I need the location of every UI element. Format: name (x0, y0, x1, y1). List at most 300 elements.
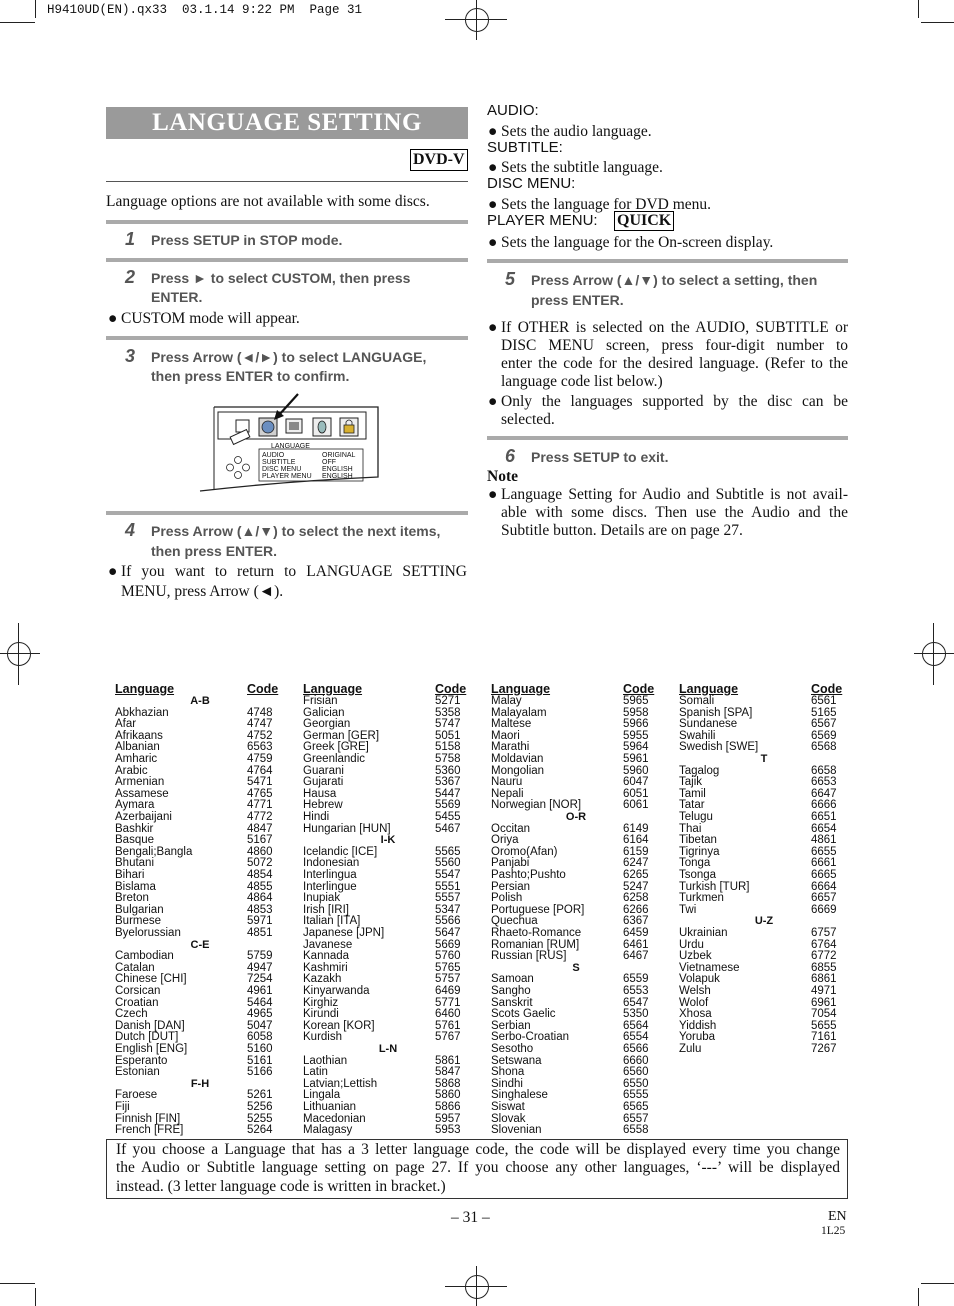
language-name: Byelorussian (115, 927, 181, 939)
language-name: Basque (115, 834, 155, 847)
language-header: Language (679, 682, 739, 696)
step-3-line2: then press ENTER to confirm. (151, 368, 350, 384)
language-code: 6657 (811, 892, 837, 905)
step-2-line1: Press ► to select CUSTOM, then press (151, 270, 411, 286)
quick-badge: QUICK (614, 211, 674, 231)
language-code: 5566 (435, 915, 461, 928)
language-code: 5861 (435, 1054, 461, 1067)
language-name: Romanian [RUM] (491, 938, 580, 951)
language-code: 6665 (811, 869, 837, 881)
screen-row-subtitle-value: OFF (322, 459, 336, 466)
globe-icon (262, 421, 274, 433)
language-code: 7161 (811, 1031, 837, 1044)
language-name: Norwegian [NOR] (491, 799, 582, 812)
language-name: Finnish [FIN] (115, 1112, 181, 1125)
page-title: LANGUAGE SETTING (106, 107, 468, 139)
language-name: Bihari (115, 869, 145, 881)
disc-menu-heading: DISC MENU: (487, 175, 576, 192)
language-name: Kashmiri (303, 961, 348, 974)
language-name: Greenlandic (303, 753, 366, 765)
language-code: 5347 (435, 903, 461, 916)
language-name: Marathi (491, 741, 530, 754)
language-code: 6861 (811, 973, 837, 986)
language-name: Somali (679, 695, 715, 707)
language-code: 6469 (435, 985, 461, 997)
file-header: H9410UD(EN).qx33 03.1.14 9:22 PM Page 31 (47, 3, 363, 17)
language-name: Javanese (303, 938, 353, 951)
language-code: 5256 (247, 1101, 273, 1113)
tv-icon (230, 420, 250, 444)
language-code: 4752 (247, 729, 273, 742)
language-name: Wolof (679, 996, 709, 1009)
language-name: Assamese (115, 787, 169, 800)
language-code: 6566 (623, 1043, 649, 1055)
language-name: Interlingua (303, 869, 357, 881)
language-name: Tsonga (679, 869, 717, 881)
language-code: 4772 (247, 811, 273, 823)
language-code: 6051 (623, 787, 649, 800)
language-name: Corsican (115, 985, 161, 997)
language-name: Galician (303, 706, 345, 719)
language-name: Uzbek (679, 950, 712, 963)
language-code: 6567 (811, 718, 837, 731)
language-code: 5964 (623, 741, 649, 754)
language-name: Oromo(Afan) (491, 845, 558, 858)
language-name: Fiji (115, 1101, 130, 1113)
step-2-line2: ENTER. (151, 289, 203, 305)
language-name: Macedonian (303, 1112, 366, 1125)
code-header: Code (623, 682, 655, 696)
screen-row-disc-label: DISC MENU (262, 466, 302, 473)
language-name: Xhosa (679, 1008, 712, 1021)
language-name: Urdu (679, 938, 704, 951)
language-name: Singhalese (491, 1089, 548, 1102)
language-name: Bashkir (115, 822, 154, 835)
language-name: Hungarian [HUN] (303, 822, 391, 835)
language-name: Occitan (491, 822, 530, 835)
language-name: Kannada (303, 950, 350, 963)
language-name: Turkmen (679, 892, 724, 905)
language-code: 6855 (811, 961, 837, 974)
language-code: 6459 (623, 927, 649, 939)
language-code: 4971 (811, 985, 837, 997)
section-heading: C-E (190, 938, 210, 951)
language-code: 5160 (247, 1043, 273, 1055)
language-name: Malayalam (491, 706, 547, 719)
language-name: French [FRE] (115, 1124, 184, 1137)
other-bullet-line2: DISC MENU screen, press four-digit number to (501, 337, 848, 354)
language-name: Inupiak (303, 892, 341, 905)
language-code: 5868 (435, 1077, 461, 1090)
language-name: Abkhazian (115, 706, 169, 719)
language-code: 6547 (623, 996, 649, 1009)
language-name: Catalan (115, 961, 155, 974)
section-heading: S (572, 961, 580, 974)
step-6-text: Press SETUP to exit. (531, 449, 669, 465)
language-code: 5166 (247, 1066, 273, 1079)
language-code: 5360 (435, 764, 461, 777)
language-code: 5757 (435, 973, 461, 986)
language-code: 5247 (623, 880, 649, 893)
language-name: Thai (679, 822, 702, 835)
language-code: 5957 (435, 1112, 461, 1125)
language-code: 6559 (623, 973, 649, 986)
language-name: Azerbaijani (115, 811, 172, 823)
language-code: 5051 (435, 729, 461, 742)
note-heading: Note (487, 468, 518, 485)
language-name: Icelandic [ICE] (303, 845, 378, 858)
language-name: Sundanese (679, 718, 738, 731)
language-code: 6565 (623, 1101, 649, 1113)
language-name: Scots Gaelic (491, 1008, 556, 1021)
step-4-line2: then press ENTER. (151, 543, 278, 559)
footnote-text (116, 1141, 840, 1196)
language-code: 4860 (247, 845, 273, 858)
intro-text: Language options are not available with some discs. (106, 193, 430, 210)
language-code: 5557 (435, 892, 461, 905)
language-name: Welsh (679, 985, 711, 997)
language-code: 4864 (247, 892, 273, 905)
bullet-dot: ● (108, 563, 118, 580)
language-code: 6265 (623, 869, 649, 881)
language-name: Tajik (679, 776, 703, 789)
language-code: 6164 (623, 834, 649, 847)
language-name: Spanish [SPA] (679, 706, 753, 719)
language-code: 5647 (435, 927, 461, 939)
other-bullet-line1: If OTHER is selected on the AUDIO, SUBTITLE or (501, 319, 848, 336)
language-name: Tigrinya (679, 845, 720, 858)
language-name: Sanskrit (491, 996, 533, 1009)
language-name: Greek [GRE] (303, 741, 369, 754)
supported-bullet-line1: Only the languages supported by the disc can be (501, 393, 848, 410)
language-code: 4961 (247, 985, 273, 997)
dpad-icon (227, 457, 250, 479)
language-name: Estonian (115, 1066, 160, 1079)
language-code: 5669 (435, 938, 461, 951)
language-name: Oriya (491, 834, 519, 847)
section-heading: I-K (380, 834, 396, 847)
language-name: Laothian (303, 1054, 348, 1067)
language-code: 4771 (247, 799, 273, 812)
language-name: Samoan (491, 973, 534, 986)
language-code: 5471 (247, 776, 273, 789)
language-name: Esperanto (115, 1054, 168, 1067)
language-mark: EN (828, 1209, 847, 1224)
step-2-bullet: CUSTOM mode will appear. (121, 310, 300, 327)
language-code: 6555 (623, 1089, 649, 1102)
language-name: Yoruba (679, 1031, 716, 1044)
language-name: Nauru (491, 776, 523, 789)
language-code: 6666 (811, 799, 837, 812)
language-code: 6461 (623, 938, 649, 951)
language-code: 4861 (811, 834, 837, 847)
language-code: 6467 (623, 950, 649, 963)
language-name: Kirundi (303, 1008, 339, 1021)
crop-mark (921, 22, 954, 23)
language-name: Italian [ITA] (303, 915, 361, 928)
language-code: 5167 (247, 834, 273, 847)
note-line2: able with some discs. Then use the Audio and the (501, 504, 848, 521)
language-name: Kazakh (303, 973, 342, 986)
step-4-bullet-line1: If you want to return to LANGUAGE SETTING (121, 563, 467, 580)
language-code: 6655 (811, 845, 837, 858)
step-1-number: 1 (125, 229, 136, 249)
language-name: Serbian (491, 1019, 531, 1032)
language-code: 5966 (623, 718, 649, 731)
language-code: 4759 (247, 753, 273, 765)
page-number: – 31 – (451, 1209, 490, 1226)
subtitle-heading: SUBTITLE: (487, 139, 563, 156)
language-code: 5759 (247, 950, 273, 963)
language-code: 6764 (811, 938, 837, 951)
dvd-v-badge: DVD-V (410, 149, 468, 171)
step-4-line1: Press Arrow (▲/▼) to select the next items, (151, 523, 441, 539)
language-code: 5350 (623, 1008, 649, 1021)
language-name: Russian [RUS] (491, 950, 567, 963)
crop-mark (35, 1288, 36, 1306)
language-name: Afar (115, 718, 137, 731)
language-code: 5447 (435, 787, 461, 800)
language-name: Chinese [CHI] (115, 973, 187, 986)
language-name: Kirghiz (303, 996, 339, 1009)
language-name: Persian (491, 880, 530, 893)
code-header: Code (247, 682, 279, 696)
section-heading: T (760, 753, 768, 765)
language-code: 5958 (623, 706, 649, 719)
code-header: Code (811, 682, 843, 696)
language-code: 6149 (623, 822, 649, 835)
language-name: Lithuanian (303, 1101, 357, 1113)
language-name: Nepali (491, 787, 524, 800)
language-code: 5953 (435, 1124, 461, 1137)
language-name: Breton (115, 892, 149, 905)
language-name: Czech (115, 1008, 148, 1021)
section-heading: F-H (190, 1077, 210, 1090)
language-name: Telugu (679, 811, 713, 823)
language-name: Kinyarwanda (303, 985, 370, 997)
language-code: 5747 (435, 718, 461, 731)
language-name: Shona (491, 1066, 525, 1079)
screen-row-player-label: PLAYER MENU (262, 473, 312, 480)
language-code: 4853 (247, 903, 273, 916)
language-code: 6669 (811, 903, 837, 916)
language-name: Amharic (115, 753, 158, 765)
language-name: Bengali;Bangla (115, 845, 193, 858)
footnote-line3: instead. (3 letter language code is written in bracket.) (116, 1177, 446, 1195)
language-header: Language (115, 682, 175, 696)
language-name: Guarani (303, 764, 344, 777)
language-code: 6266 (623, 903, 649, 916)
language-name: Korean [KOR] (303, 1019, 375, 1032)
language-code: 5161 (247, 1054, 273, 1067)
language-code: 6561 (811, 695, 837, 707)
crop-mark (35, 0, 36, 18)
language-code: 5158 (435, 741, 461, 754)
language-code: 6554 (623, 1031, 649, 1044)
language-name: Latin (303, 1066, 328, 1079)
language-code: 5467 (435, 822, 461, 835)
footnote-line1: If you choose a Language that has a 3 letter language code, the code will be displayed every time you change (116, 1141, 840, 1158)
language-code: 5760 (435, 950, 461, 963)
language-name: Setswana (491, 1054, 542, 1067)
language-code: 5965 (623, 695, 649, 707)
language-name: Serbo-Croatian (491, 1031, 569, 1044)
language-name: Sesotho (491, 1043, 534, 1055)
language-code: 6654 (811, 822, 837, 835)
language-code: 6661 (811, 857, 837, 870)
language-code: 5771 (435, 996, 461, 1009)
step-6-number: 6 (505, 446, 516, 466)
language-code: 6658 (811, 764, 837, 777)
language-name: Swedish [SWE] (679, 741, 759, 754)
language-name: Siswat (491, 1101, 525, 1113)
language-name: Tonga (679, 857, 711, 870)
language-name: Hindi (303, 811, 330, 823)
crop-mark (0, 22, 35, 23)
language-name: Lingala (303, 1089, 341, 1102)
language-name: Georgian (303, 718, 351, 731)
language-code: 7054 (811, 1008, 837, 1021)
language-header: Language (303, 682, 363, 696)
screen-row-disc-value: ENGLISH (322, 466, 353, 473)
language-code: 4747 (247, 718, 273, 731)
language-name: Hebrew (303, 799, 343, 812)
language-name: German [GER] (303, 729, 380, 742)
language-name: Arabic (115, 764, 148, 777)
screen-row-subtitle-label: SUBTITLE (262, 459, 296, 466)
language-code: 6047 (623, 776, 649, 789)
footnote-line2: the Audio or Subtitle language setting on page 27. If you choose any other languages, ‘---’ will be displayed (116, 1159, 840, 1177)
language-code: 4765 (247, 787, 273, 800)
language-code: 4847 (247, 822, 273, 835)
language-code: 5866 (435, 1101, 461, 1113)
language-name: Turkish [TUR] (679, 880, 750, 893)
language-name: Zulu (679, 1043, 702, 1055)
language-code: 6258 (623, 892, 649, 905)
language-name: Albanian (115, 741, 160, 754)
language-name: Kurdish (303, 1031, 342, 1044)
language-code: 6061 (623, 799, 649, 812)
language-name: Interlingue (303, 880, 357, 893)
language-code: 5271 (435, 695, 461, 707)
language-code: 4764 (247, 764, 273, 777)
language-code: 5847 (435, 1066, 461, 1079)
language-name: Croatian (115, 996, 159, 1009)
language-code: 6550 (623, 1077, 649, 1090)
subtitle-desc: Sets the subtitle language. (501, 159, 663, 176)
screen-row-audio-value: ORIGINAL (322, 452, 356, 459)
language-name: Twi (679, 903, 697, 916)
language-code: 5165 (811, 706, 837, 719)
section-heading: U-Z (754, 915, 774, 928)
language-name: Faroese (115, 1089, 158, 1102)
language-code: 5367 (435, 776, 461, 789)
player-menu-desc: Sets the language for the On-screen display. (501, 234, 774, 251)
language-name: Slovenian (491, 1124, 542, 1137)
language-code: 5765 (435, 961, 461, 974)
language-name: Maltese (491, 718, 532, 731)
language-code: 5767 (435, 1031, 461, 1044)
language-code: 5569 (435, 799, 461, 812)
language-code: 6664 (811, 880, 837, 893)
language-name: Sangho (491, 985, 531, 997)
language-name: Yiddish (679, 1019, 717, 1032)
language-code: 5758 (435, 753, 461, 765)
step-3-number: 3 (125, 346, 136, 366)
language-name: Indonesian (303, 857, 360, 870)
language-code: 5565 (435, 845, 461, 858)
language-code: 5455 (435, 811, 461, 823)
other-bullet-line4: language code list below.) (501, 373, 663, 390)
language-name: Tagalog (679, 764, 720, 777)
language-code: 6367 (623, 915, 649, 928)
section-heading: O-R (565, 811, 587, 823)
language-code: 6558 (623, 1124, 649, 1137)
language-code: 4748 (247, 706, 273, 719)
note-line3: Subtitle button. Details are on page 27. (501, 522, 743, 539)
language-name: Portuguese [POR] (491, 903, 585, 916)
language-code: 5655 (811, 1019, 837, 1032)
language-name: Frisian (303, 695, 338, 707)
language-code: 6653 (811, 776, 837, 789)
crop-mark (918, 0, 919, 18)
section-heading: L-N (378, 1043, 398, 1055)
language-name: Bhutani (115, 857, 155, 870)
step-4-bullet-line2: MENU, press Arrow (◄). (121, 583, 284, 600)
language-name: Polish (491, 892, 523, 905)
language-code: 6159 (623, 845, 649, 858)
step-2-number: 2 (125, 267, 136, 287)
language-name: Aymara (115, 799, 155, 812)
step-5-line2: press ENTER. (531, 292, 624, 308)
language-code: 6563 (247, 741, 273, 754)
language-name: Volapuk (679, 973, 720, 986)
language-name: Rhaeto-Romance (491, 927, 582, 939)
language-name: Panjabi (491, 857, 530, 870)
disc-menu-desc: Sets the language for DVD menu. (501, 196, 712, 213)
language-code: 7267 (811, 1043, 837, 1055)
language-code: 4854 (247, 869, 273, 881)
step-5-number: 5 (505, 269, 516, 289)
step-5-line1: Press Arrow (▲/▼) to select a setting, then (531, 272, 818, 288)
section-heading: A-B (190, 695, 210, 707)
language-code: 6569 (811, 729, 837, 742)
language-code: 6647 (811, 787, 837, 800)
language-code: 6247 (623, 857, 649, 870)
language-code: 5971 (247, 915, 273, 928)
bullet-dot: ● (108, 310, 118, 327)
language-name: Tamil (679, 787, 706, 800)
language-name: Swahili (679, 729, 716, 742)
screen-menu-title: LANGUAGE (271, 443, 310, 450)
language-code: 6568 (811, 741, 837, 754)
language-name: English [ENG] (115, 1043, 188, 1055)
language-code: 5072 (247, 857, 273, 870)
language-name: Mongolian (491, 764, 545, 777)
crop-mark (921, 1283, 954, 1284)
language-name: Hausa (303, 787, 337, 800)
language-code: 6564 (623, 1019, 649, 1032)
language-code: 4947 (247, 961, 273, 974)
note-line1: Language Setting for Audio and Subtitle is not avail- (501, 486, 848, 503)
language-code: 5560 (435, 857, 461, 870)
language-code: 6058 (247, 1031, 273, 1044)
code-header: Code (435, 682, 467, 696)
language-code: 6557 (623, 1112, 649, 1125)
language-name: Dutch [DUT] (115, 1031, 179, 1044)
language-code: 6961 (811, 996, 837, 1009)
language-code: 5261 (247, 1089, 273, 1102)
